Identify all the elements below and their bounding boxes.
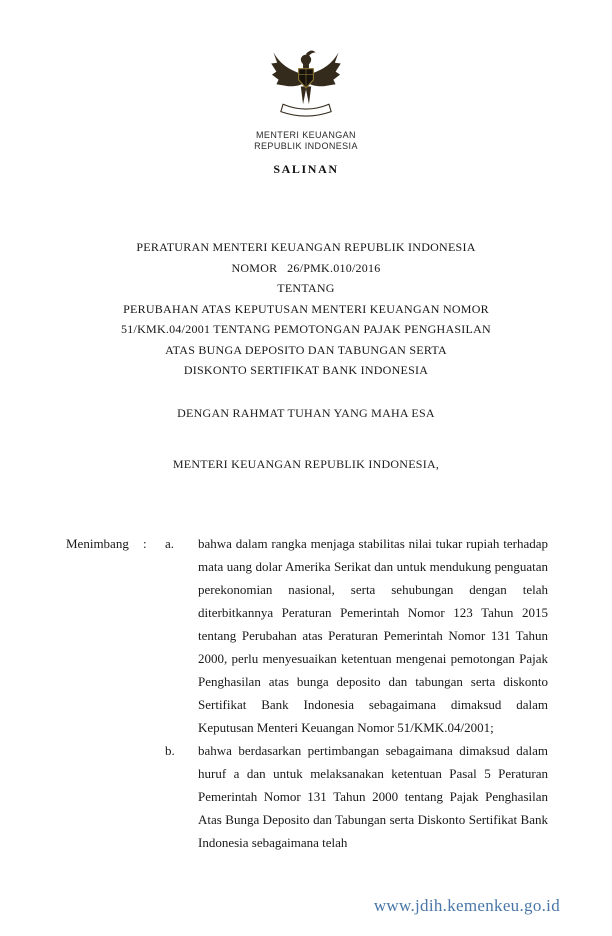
consideration-row-a	[66, 532, 548, 739]
indent-spacer	[66, 739, 143, 854]
title-line-7: DISKONTO SERTIFIKAT BANK INDONESIA	[183, 363, 429, 377]
item-b-text: bahwa berdasarkan pertimbangan sebagaimana dimaksud dalam huruf a dan untuk melaksanakan ketentuan Pasal 5 Peraturan Pemerintah Nomor 131 Tahun 2000 tentang Pajak Penghasilan Atas Bunga Deposito dan Tabungan serta Diskonto Sertifikat Bank Indonesia sebagaimana telah	[198, 742, 548, 850]
indent-spacer	[143, 739, 165, 854]
letterhead	[0, 0, 612, 177]
title-line-4: PERUBAHAN ATAS KEPUTUSAN MENTERI KEUANGAN NOMOR	[123, 301, 489, 316]
garuda-pancasila-icon	[269, 42, 343, 122]
invocation-line: DENGAN RAHMAT TUHAN YANG MAHA ESA	[177, 405, 435, 420]
item-a-marker: a.	[165, 535, 175, 551]
title-line-tentang: TENTANG	[277, 281, 335, 295]
menimbang-label: Menimbang	[66, 535, 129, 551]
consideration-row-b	[66, 739, 548, 854]
item-a-text: bahwa dalam rangka menjaga stabilitas nilai tukar rupiah terhadap mata uang dolar Amerika Serikat dan untuk mendukung penguatan perekonomian nasional, serta sehubungan dengan telah diterbitkannya Peraturan Pemerintah Nomor 123 Tahun 2015 tentang Perubahan atas Peraturan Pemerintah Nomor 131 Tahun 2000, perlu menyesuaikan ketentuan mengenai pemotongan Pajak Penghasilan atas bunga deposito dan tabungan serta diskonto Sertifikat Bank Indonesia sebagaimana dimaksud dalam Keputusan Menteri Keuangan Nomor 51/KMK.04/2001;	[198, 535, 548, 735]
issuer-line: MENTERI KEUANGAN REPUBLIK INDONESIA,	[172, 456, 440, 471]
jdih-website-link[interactable]: www.jdih.kemenkeu.go.id	[373, 896, 560, 915]
copy-stamp-label: SALINAN	[273, 162, 339, 176]
title-line-6: ATAS BUNGA DEPOSITO DAN TABUNGAN SERTA	[165, 342, 447, 357]
title-line-1: PERATURAN MENTERI KEUANGAN REPUBLIK INDONESIA	[136, 240, 476, 254]
title-line-number: NOMOR 26/PMK.010/2016	[231, 260, 381, 275]
title-line-5: 51/KMK.04/2001 TENTANG PEMOTONGAN PAJAK PENGHASILAN	[121, 322, 491, 336]
menimbang-colon: :	[143, 535, 147, 551]
ministry-name-line2: REPUBLIK INDONESIA	[254, 141, 358, 151]
ministry-name-line1: MENTERI KEUANGAN	[256, 130, 356, 140]
item-b-marker: b.	[165, 742, 175, 758]
regulation-title	[0, 237, 612, 381]
considerations-section	[66, 532, 548, 854]
